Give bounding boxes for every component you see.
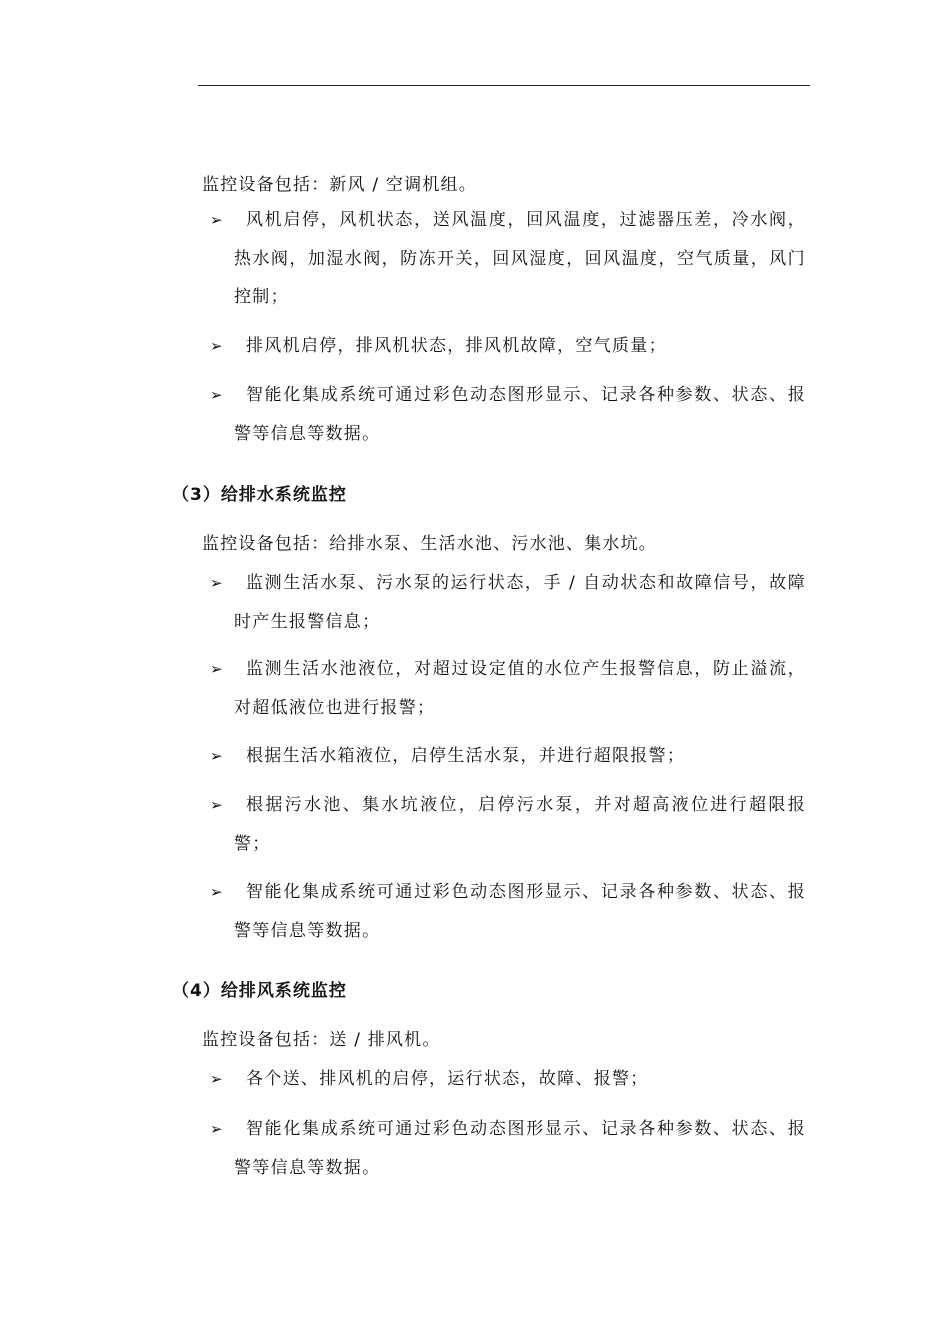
- list-item: [210, 786, 806, 863]
- list-item-text: 智能化集成系统可通过彩色动态图形显示、记录各种参数、状态、报警等信息等数据。: [234, 1119, 806, 1178]
- list-item-text: 监测生活水池液位，对超过设定值的水位产生报警信息，防止溢流，对超低液位也进行报警；: [234, 659, 806, 718]
- list-item: [210, 873, 806, 950]
- water-intro: 监控设备包括：给排水泵、生活水池、污水池、集水坑。: [202, 534, 657, 554]
- list-item: [210, 737, 806, 776]
- exhaust-intro: 监控设备包括：送 / 排风机。: [202, 1030, 441, 1050]
- list-item: [210, 376, 806, 453]
- list-item: [210, 1110, 806, 1187]
- list-item: [210, 650, 806, 727]
- arrow-bullet-icon: ➢: [210, 574, 223, 592]
- arrow-bullet-icon: ➢: [210, 1070, 223, 1088]
- list-item-text: 根据污水池、集水坑液位，启停污水泵，并对超高液位进行超限报警；: [234, 795, 806, 854]
- list-item: [210, 564, 806, 641]
- arrow-bullet-icon: ➢: [210, 386, 223, 404]
- hvac-intro: 监控设备包括：新风 / 空调机组。: [202, 175, 477, 195]
- list-item-text: 风机启停，风机状态，送风温度，回风温度，过滤器压差，冷水阀，热水阀，加湿水阀，防冻开关，回风湿度，回风温度，空气质量，风门控制；: [234, 210, 806, 307]
- list-item-text: 监测生活水泵、污水泵的运行状态，手 / 自动状态和故障信号，故障时产生报警信息；: [234, 573, 806, 632]
- list-item: [210, 1060, 806, 1099]
- arrow-bullet-icon: ➢: [210, 796, 223, 814]
- list-item-text: 智能化集成系统可通过彩色动态图形显示、记录各种参数、状态、报警等信息等数据。: [234, 385, 806, 444]
- arrow-bullet-icon: ➢: [210, 747, 223, 765]
- header-rule: [198, 85, 810, 86]
- list-item-text: 根据生活水箱液位，启停生活水泵，并进行超限报警；: [246, 746, 686, 766]
- list-item: [210, 201, 806, 317]
- arrow-bullet-icon: ➢: [210, 337, 223, 355]
- section-heading-exhaust: （4）给排风系统监控: [172, 981, 347, 1001]
- section-heading-water: （3）给排水系统监控: [172, 485, 347, 505]
- arrow-bullet-icon: ➢: [210, 883, 223, 901]
- arrow-bullet-icon: ➢: [210, 1120, 223, 1138]
- list-item-text: 排风机启停，排风机状态，排风机故障，空气质量；: [246, 336, 667, 356]
- arrow-bullet-icon: ➢: [210, 660, 223, 678]
- list-item-text: 智能化集成系统可通过彩色动态图形显示、记录各种参数、状态、报警等信息等数据。: [234, 882, 806, 941]
- list-item-text: 各个送、排风机的启停，运行状态，故障、报警；: [246, 1069, 649, 1089]
- list-item: [210, 327, 806, 366]
- arrow-bullet-icon: ➢: [210, 211, 223, 229]
